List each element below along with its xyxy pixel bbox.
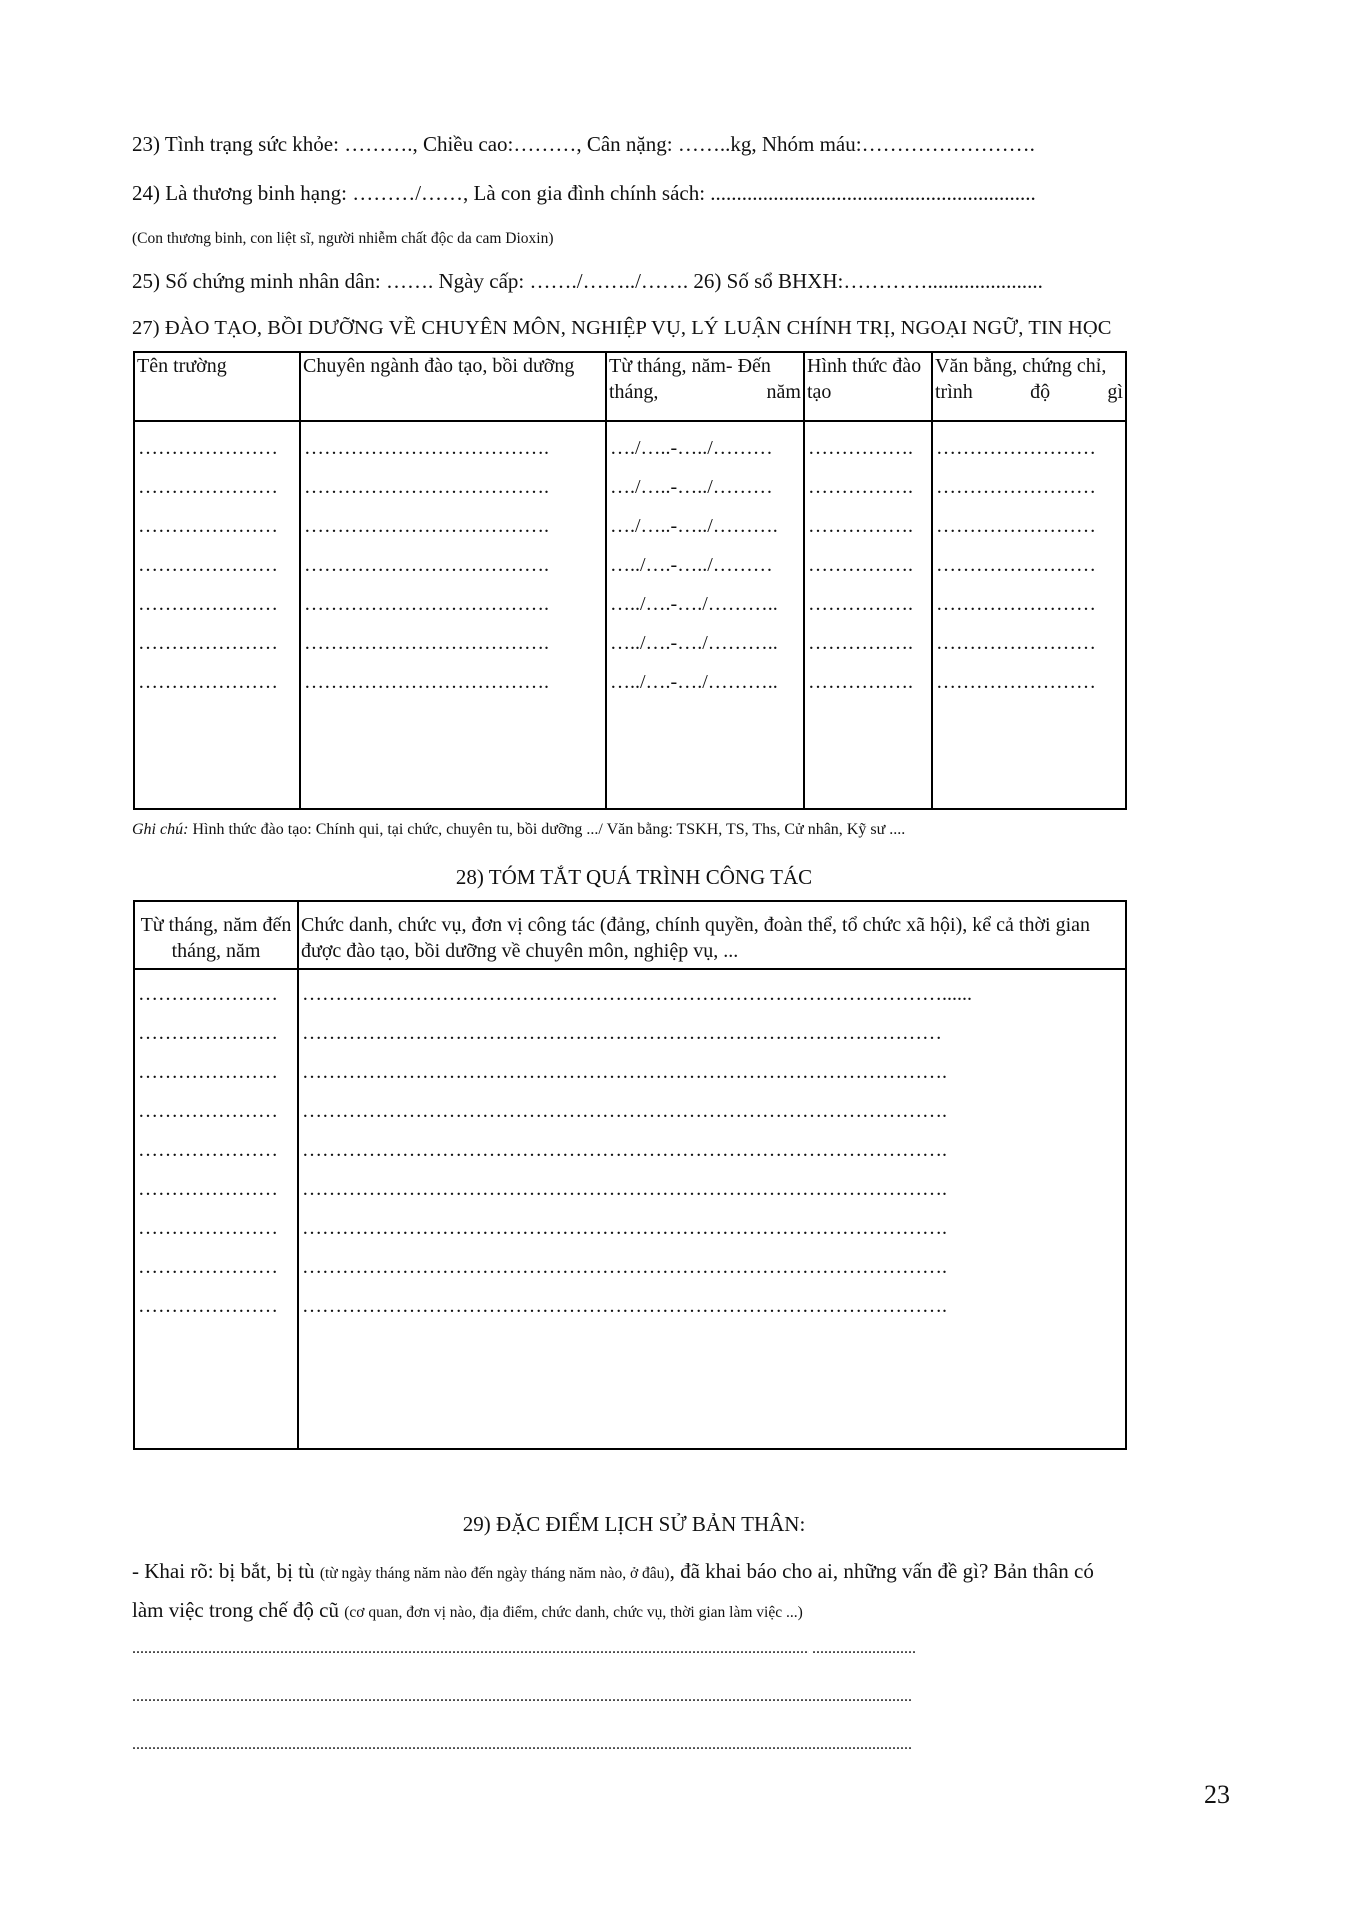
work-position-cell[interactable]: …………………………………………………………………………………….: [302, 1140, 947, 1160]
history-fill-line-1[interactable]: ......................................................................................................................................................................... ..........................: [132, 1640, 916, 1657]
work-position-cell[interactable]: …………………………………………………………………………………….: [302, 1218, 947, 1238]
training-degree-cell[interactable]: ……………………: [936, 633, 1096, 653]
work-period-cell[interactable]: …………………: [138, 1101, 278, 1121]
col-degree: [932, 421, 1126, 809]
col-work-period: [134, 969, 298, 1449]
work-period-cell[interactable]: …………………: [138, 984, 278, 1004]
training-period-cell[interactable]: …../….-…../………: [610, 555, 773, 575]
training-note: [132, 821, 905, 839]
work-period-cell[interactable]: …………………: [138, 1023, 278, 1043]
training-school-cell[interactable]: …………………: [138, 438, 278, 458]
work-position-cell[interactable]: ……………………………………………………………………………………: [302, 1023, 942, 1043]
work-position-cell[interactable]: …………………………………………………………………………………….: [302, 1257, 947, 1277]
header-form: Hình thức đào tạo: [804, 352, 932, 421]
history-text-c: , đã khai báo cho ai, những vấn đề gì? Bản thân có: [669, 1559, 1094, 1583]
training-degree-cell[interactable]: ……………………: [936, 477, 1096, 497]
history-fill-line-3[interactable]: ...................................................................................................................................................................................................: [132, 1736, 912, 1753]
header-major: Chuyên ngành đào tạo, bồi dưỡng: [300, 352, 606, 421]
history-paragraph: [132, 1553, 1232, 1631]
note-label: Ghi chú:: [132, 821, 189, 838]
col-period: [606, 421, 804, 809]
work-table: [133, 900, 1127, 1450]
training-table: [133, 351, 1127, 810]
history-heading: 29) ĐẶC ĐIỂM LỊCH SỬ BẢN THÂN:: [462, 1512, 806, 1536]
training-degree-cell[interactable]: ……………………: [936, 555, 1096, 575]
training-major-cell[interactable]: ……………………………….: [304, 594, 549, 614]
training-school-cell[interactable]: …………………: [138, 672, 278, 692]
item-25-26-id-insurance: 25) Số chứng minh nhân dân: ……. Ngày cấp: ……./……../……. 26) Số sổ BHXH:…………......................: [132, 269, 1043, 293]
training-major-cell[interactable]: ……………………………….: [304, 633, 549, 653]
work-position-cell[interactable]: …………………………………………………………………………………….: [302, 1062, 947, 1082]
work-period-cell[interactable]: …………………: [138, 1218, 278, 1238]
training-form-cell[interactable]: …………….: [808, 555, 913, 575]
training-form-cell[interactable]: …………….: [808, 438, 913, 458]
header-period: Từ tháng, năm- Đến tháng, năm: [606, 352, 804, 421]
work-position-cell[interactable]: …………………………………………………………………………………….: [302, 1101, 947, 1121]
col-form: [804, 421, 932, 809]
history-line-1: [132, 1553, 1232, 1592]
col-school: [134, 421, 300, 809]
work-body: [134, 969, 1126, 1449]
training-major-cell[interactable]: ……………………………….: [304, 477, 549, 497]
item-24-invalid-rank: 24) Là thương binh hạng: ………/……, Là con gia đình chính sách: ..............................................................: [132, 181, 1036, 205]
training-header-row: [134, 352, 1126, 421]
training-period-cell[interactable]: …../….-…./………..: [610, 594, 778, 614]
training-school-cell[interactable]: …………………: [138, 633, 278, 653]
history-text-e: (cơ quan, đơn vị nào, địa điểm, chức danh, chức vụ, thời gian làm việc ...): [344, 1604, 803, 1621]
history-text-d: làm việc trong chế độ cũ: [132, 1598, 345, 1622]
training-degree-cell[interactable]: ……………………: [936, 516, 1096, 536]
history-text-a: - Khai rõ: bị bắt, bị tù: [132, 1559, 320, 1583]
header-school: Tên trường: [134, 352, 300, 421]
note-text: Hình thức đào tạo: Chính qui, tại chức, chuyên tu, bồi dưỡng .../ Văn bằng: TSKH, TS, Ths, Cử nhân, Kỹ sư ....: [188, 821, 906, 838]
header-work-period: Từ tháng, năm đến tháng, năm: [134, 901, 298, 969]
work-period-cell[interactable]: …………………: [138, 1179, 278, 1199]
training-period-cell[interactable]: …./…..-…../………: [610, 477, 773, 497]
work-position-cell[interactable]: ……………………………………………………………………………………......: [302, 984, 972, 1004]
training-major-cell[interactable]: ……………………………….: [304, 672, 549, 692]
training-form-cell[interactable]: …………….: [808, 477, 913, 497]
training-school-cell[interactable]: …………………: [138, 516, 278, 536]
work-period-cell[interactable]: …………………: [138, 1062, 278, 1082]
page-number: 23: [1204, 1780, 1230, 1809]
work-period-cell[interactable]: …………………: [138, 1257, 278, 1277]
col-work-position: [298, 969, 1126, 1449]
history-line-2: [132, 1592, 1232, 1631]
header-work-position: Chức danh, chức vụ, đơn vị công tác (đảng, chính quyền, đoàn thể, tổ chức xã hội), kể cả thời gian được đào tạo, bồi dưỡng về chuyên môn, nghiệp vụ, ...: [298, 901, 1126, 969]
work-position-cell[interactable]: …………………………………………………………………………………….: [302, 1179, 947, 1199]
training-form-cell[interactable]: …………….: [808, 633, 913, 653]
work-period-cell[interactable]: …………………: [138, 1140, 278, 1160]
training-school-cell[interactable]: …………………: [138, 594, 278, 614]
training-form-cell[interactable]: …………….: [808, 516, 913, 536]
training-heading: 27) ĐÀO TẠO, BỒI DƯỠNG VỀ CHUYÊN MÔN, NGHIỆP VỤ, LÝ LUẬN CHÍNH TRỊ, NGOẠI NGỮ, TIN HỌC: [132, 317, 1112, 339]
training-degree-cell[interactable]: ……………………: [936, 438, 1096, 458]
work-heading: 28) TÓM TẮT QUÁ TRÌNH CÔNG TÁC: [455, 865, 813, 889]
work-position-cell[interactable]: …………………………………………………………………………………….: [302, 1296, 947, 1316]
item-23-health: 23) Tình trạng sức khỏe: ………., Chiều cao:………, Cân nặng: ……..kg, Nhóm máu:…………………….: [132, 132, 1035, 156]
training-form-cell[interactable]: …………….: [808, 672, 913, 692]
history-text-b: (từ ngày tháng năm nào đến ngày tháng năm nào, ở đâu): [319, 1565, 670, 1582]
training-school-cell[interactable]: …………………: [138, 555, 278, 575]
header-degree: Văn bằng, chứng chỉ, trình độ gì: [932, 352, 1126, 421]
training-major-cell[interactable]: ……………………………….: [304, 438, 549, 458]
col-major: [300, 421, 606, 809]
training-period-cell[interactable]: …../….-…./………..: [610, 633, 778, 653]
item-24-note: (Con thương binh, con liệt sĩ, người nhiễm chất độc da cam Dioxin): [132, 230, 554, 247]
training-body: [134, 421, 1126, 809]
training-major-cell[interactable]: ……………………………….: [304, 516, 549, 536]
training-major-cell[interactable]: ……………………………….: [304, 555, 549, 575]
training-period-cell[interactable]: …../….-…./………..: [610, 672, 778, 692]
training-form-cell[interactable]: …………….: [808, 594, 913, 614]
training-degree-cell[interactable]: ……………………: [936, 594, 1096, 614]
training-degree-cell[interactable]: ……………………: [936, 672, 1096, 692]
work-header-row: [134, 901, 1126, 969]
history-fill-line-2[interactable]: ...................................................................................................................................................................................................: [132, 1688, 912, 1705]
training-period-cell[interactable]: …./…..-…../………: [610, 438, 773, 458]
training-school-cell[interactable]: …………………: [138, 477, 278, 497]
work-period-cell[interactable]: …………………: [138, 1296, 278, 1316]
training-period-cell[interactable]: …./…..-…../……….: [610, 516, 778, 536]
